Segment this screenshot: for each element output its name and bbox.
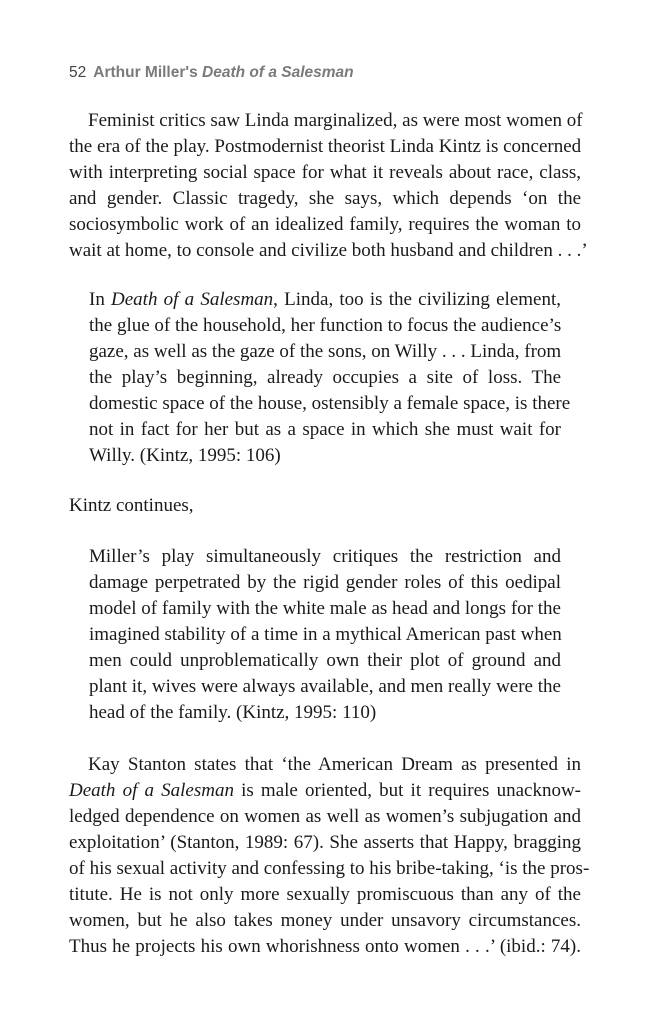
block-quote-2 <box>89 544 561 726</box>
text-line: wait at home, to console and civilize both husband and children . . .’ <box>69 240 588 261</box>
text-line <box>69 778 581 804</box>
text-line <box>89 287 561 313</box>
text-line: men could unproblematically own their plot of ground and <box>89 650 561 671</box>
running-title-italic: Death of a Salesman <box>202 64 354 81</box>
quote-suffix: , Linda, too is the civilizing element, <box>273 289 561 310</box>
paragraph-1 <box>69 108 588 264</box>
text-line: sociosymbolic work of an idealized family, requires the woman to <box>69 214 581 235</box>
text-line: the glue of the household, her function to focus the audience’s <box>89 315 562 336</box>
running-header <box>69 64 354 82</box>
text-line: not in fact for her but as a space in which she must wait for <box>89 419 561 440</box>
text-line: titute. He is not only more sexually promiscuous than any of the <box>69 884 581 905</box>
play-title: Death of a Salesman <box>111 289 274 310</box>
text-run: is male oriented, but it requires unacknow- <box>233 780 581 801</box>
running-title-text: Arthur Miller's <box>93 64 203 81</box>
text-line: Miller’s play simultaneously critiques the restriction and <box>89 546 561 567</box>
paragraph-3 <box>69 752 590 960</box>
text-line: damage perpetrated by the rigid gender roles of this oedipal <box>89 572 561 593</box>
text-line: Feminist critics saw Linda marginalized, as were most women of <box>69 110 583 131</box>
text-line: gaze, as well as the gaze of the sons, on Willy . . . Linda, from <box>89 341 562 362</box>
text-line: with interpreting social space for what it reveals about race, class, <box>69 162 581 183</box>
text-line: and gender. Classic tragedy, she says, which depends ‘on the <box>69 188 581 209</box>
text-line: plant it, wives were always available, and men really were the <box>89 676 561 697</box>
text-line: Thus he projects his own whorishness onto women . . .’ (ibid.: 74). <box>69 936 581 957</box>
text-line: model of family with the white male as head and longs for the <box>89 598 561 619</box>
text-line: imagined stability of a time in a mythical American past when <box>89 624 562 645</box>
block-quote-1 <box>89 287 571 469</box>
play-title: Death of a Salesman <box>69 780 234 801</box>
text-line: the play’s beginning, already occupies a site of loss. The <box>89 367 561 388</box>
running-title <box>93 64 353 81</box>
text-line: domestic space of the house, ostensibly a female space, is there <box>89 393 571 414</box>
text-line: exploitation’ (Stanton, 1989: 67). She asserts that Happy, bragging <box>69 832 581 853</box>
page-number: 52 <box>69 64 87 81</box>
text-line: Kintz continues, <box>69 495 194 516</box>
text-line: Kay Stanton states that ‘the American Dream as presented in <box>69 754 581 775</box>
text-line: Willy. (Kintz, 1995: 106) <box>89 445 281 466</box>
quote-prefix: In <box>89 289 112 310</box>
text-line: the era of the play. Postmodernist theorist Linda Kintz is concerned <box>69 136 582 157</box>
text-line: women, but he also takes money under unsavory circumstances. <box>69 910 581 931</box>
text-line: of his sexual activity and confessing to his bribe-taking, ‘is the pros- <box>69 858 590 879</box>
text-line: ledged dependence on women as well as women’s subjugation and <box>69 806 581 827</box>
paragraph-2 <box>69 493 581 519</box>
text-line: head of the family. (Kintz, 1995: 110) <box>89 702 377 723</box>
